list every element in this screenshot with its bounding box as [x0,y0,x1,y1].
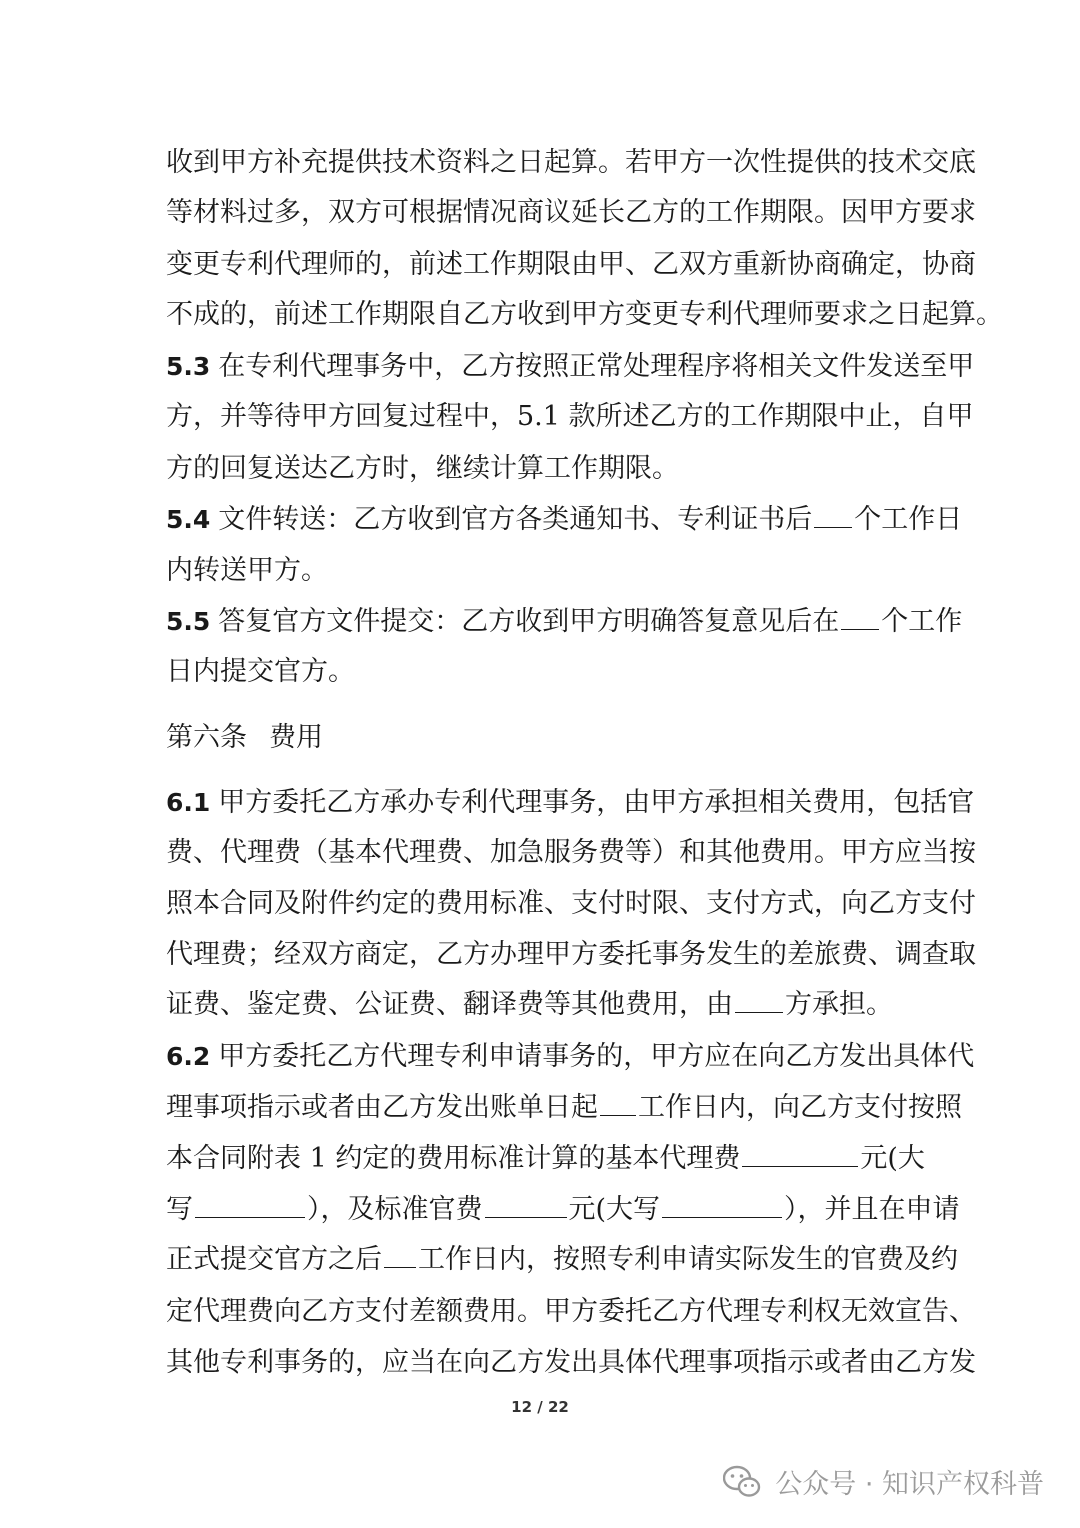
text-line: 变更专利代理师的，前述工作期限由甲、乙双方重新协商确定，协商 [166,249,976,280]
fill-blank [742,1140,858,1167]
fill-blank [814,501,852,528]
text-line: 正式提交官方之后 工作日内，按照专利申请实际发生的官费及约 [166,1240,958,1280]
text-line: 代理费；经双方商定，乙方办理甲方委托事务发生的差旅费、调查取 [166,939,976,970]
clause-number: 6.1 [166,788,211,817]
text-line: 证费、鉴定费、公证费、翻译费等其他费用，由 方承担。 [166,985,893,1025]
clause-number: 5.3 [166,352,211,381]
text-line: 方的回复送达乙方时，继续计算工作期限。 [166,453,679,484]
text-line: 日内提交官方。 [166,656,355,687]
clause-5-5: 5.5 答复官方文件提交：乙方收到甲方明确答复意见后在 个工作 [166,602,962,642]
clause-number: 5.5 [166,607,211,636]
text-line: 不成的，前述工作期限自乙方收到甲方变更专利代理师要求之日起算。 [166,299,1003,330]
text-line: 其他专利事务的，应当在向乙方发出具体代理事项指示或者由乙方发 [166,1347,976,1378]
text-line: 写 ），及标准官费 元(大写 ），并且在申请 [166,1190,960,1230]
text-line: 理事项指示或者由乙方发出账单日起 工作日内，向乙方支付按照 [166,1088,962,1128]
text-line: 内转送甲方。 [166,555,328,586]
fill-blank [662,1191,782,1218]
fill-blank [195,1191,305,1218]
watermark-text: 公众号 · 知识产权科普 [775,1469,1044,1500]
clause-6-2: 6.2 甲方委托乙方代理专利申请事务的，甲方应在向乙方发出具体代 [166,1041,975,1072]
fill-blank [841,603,879,630]
text-line: 照本合同及附件约定的费用标准、支付时限、支付方式，向乙方支付 [166,888,976,919]
clause-6-1: 6.1 甲方委托乙方承办专利代理事务，由甲方承担相关费用，包括官 [166,787,975,818]
clause-5-3: 5.3 在专利代理事务中，乙方按照正常处理程序将相关文件发送至甲 [166,351,975,382]
wechat-icon [723,1465,761,1499]
watermark [723,1462,1044,1501]
text-line: 等材料过多，双方可根据情况商议延长乙方的工作期限。因甲方要求 [166,197,976,228]
clause-number: 5.4 [166,505,211,534]
text-line: 费、代理费（基本代理费、加急服务费等）和其他费用。甲方应当按 [166,837,976,868]
text-line: 方，并等待甲方回复过程中，5.1 款所述乙方的工作期限中止，自甲 [166,401,974,432]
text-line: 收到甲方补充提供技术资料之日起算。若甲方一次性提供的技术交底 [166,147,976,178]
page-number: 12 / 22 [511,1398,569,1416]
fill-blank [384,1241,416,1268]
text-line: 本合同附表 1 约定的费用标准计算的基本代理费 元(大 [166,1139,925,1179]
fill-blank [735,986,783,1013]
text-line: 定代理费向乙方支付差额费用。甲方委托乙方代理专利权无效宣告、 [166,1296,976,1327]
fill-blank [485,1191,567,1218]
clause-5-4: 5.4 文件转送：乙方收到官方各类通知书、专利证书后 个工作日 [166,500,962,540]
clause-number: 6.2 [166,1042,211,1071]
article-heading: 第六条 费用 [166,722,323,753]
fill-blank [600,1089,636,1116]
